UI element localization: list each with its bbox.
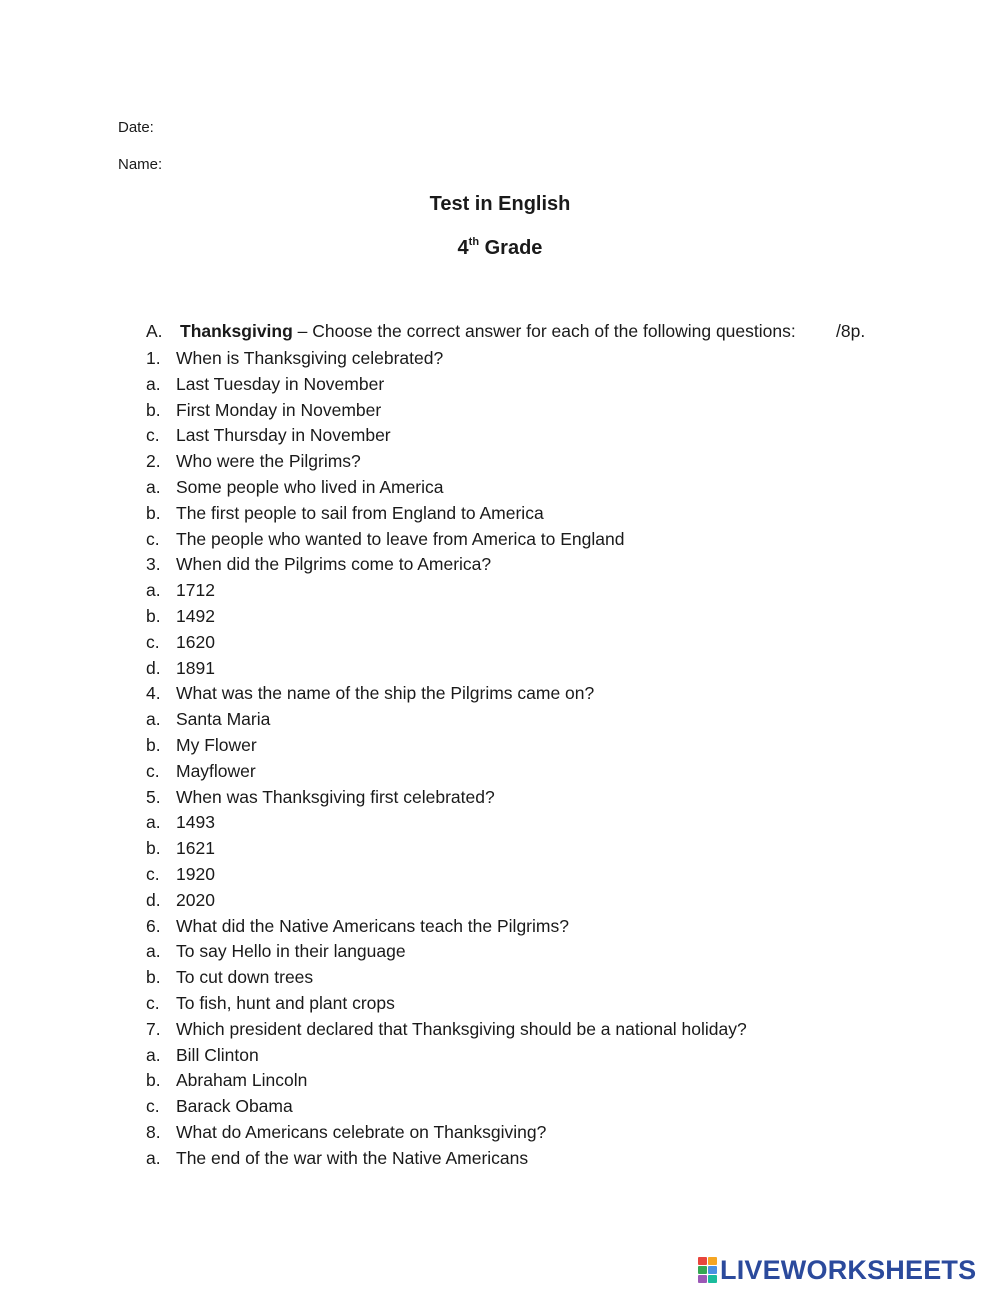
question-item: [146, 785, 886, 811]
answer-option: [146, 939, 886, 965]
item-marker: b.: [146, 967, 161, 988]
grade-suffix: th: [468, 236, 480, 248]
answer-option: [146, 733, 886, 759]
answer-text: 1620: [176, 631, 215, 652]
name-label: Name:: [118, 156, 163, 173]
answer-text: To say Hello in their language: [176, 941, 406, 962]
grade-number: 4: [457, 237, 469, 259]
answer-option: [146, 836, 886, 862]
date-label: Date:: [118, 119, 154, 136]
grade-title: [0, 236, 1000, 260]
item-marker: c.: [146, 760, 160, 781]
answer-option: [146, 372, 886, 398]
question-item: [146, 914, 886, 940]
answer-option: [146, 707, 886, 733]
item-marker: a.: [146, 476, 161, 497]
question-text: When did the Pilgrims come to America?: [176, 554, 492, 575]
answer-option: [146, 759, 886, 785]
item-marker: c.: [146, 631, 160, 652]
logo-text: LIVEWORKSHEETS: [720, 1255, 977, 1285]
answer-text: Santa Maria: [176, 709, 271, 730]
answer-option: [146, 656, 886, 682]
answer-option: [146, 423, 886, 449]
answer-text: Abraham Lincoln: [176, 1070, 308, 1091]
item-marker: c.: [146, 863, 160, 884]
answer-option: [146, 888, 886, 914]
item-marker: a.: [146, 709, 161, 730]
answer-text: 1712: [176, 580, 215, 601]
item-marker: b.: [146, 399, 161, 420]
answer-text: 1621: [176, 838, 215, 859]
item-marker: d.: [146, 657, 161, 678]
answer-option: [146, 501, 886, 527]
answer-option: [146, 1068, 886, 1094]
item-marker: 5.: [146, 786, 161, 807]
test-title: Test in English: [429, 193, 571, 215]
answer-option: [146, 810, 886, 836]
liveworksheets-logo-icon: [698, 1257, 717, 1283]
answer-text: Last Thursday in November: [176, 425, 391, 446]
item-marker: b.: [146, 838, 161, 859]
answer-option: [146, 630, 886, 656]
answer-text: To fish, hunt and plant crops: [176, 992, 395, 1013]
item-marker: 8.: [146, 1121, 161, 1142]
answer-text: The end of the war with the Native Americans: [176, 1147, 529, 1168]
item-marker: c.: [146, 992, 160, 1013]
question-text: What do Americans celebrate on Thanksgiving?: [176, 1121, 547, 1142]
answer-option: [146, 475, 886, 501]
item-marker: c.: [146, 425, 160, 446]
item-marker: 3.: [146, 554, 161, 575]
item-marker: c.: [146, 1096, 160, 1117]
answer-option: [146, 527, 886, 553]
question-text: What did the Native Americans teach the Pilgrims?: [176, 915, 569, 936]
item-marker: a.: [146, 1044, 161, 1065]
item-marker: 7.: [146, 1018, 161, 1039]
item-marker: b.: [146, 1070, 161, 1091]
item-marker: 1.: [146, 348, 161, 368]
answer-text: Barack Obama: [176, 1096, 293, 1117]
answer-text: 2020: [176, 889, 215, 910]
answer-text: First Monday in November: [176, 399, 382, 420]
question-item: [146, 1017, 886, 1043]
grade-word: Grade: [484, 237, 543, 259]
answer-option: [146, 1094, 886, 1120]
question-text: What was the name of the ship the Pilgrims came on?: [176, 683, 595, 704]
liveworksheets-logo: [698, 1257, 976, 1283]
answer-option: [146, 578, 886, 604]
answer-option: [146, 398, 886, 424]
section-marker: A.: [146, 321, 163, 341]
answer-text: Mayflower: [176, 760, 256, 781]
section-instruction: – Choose the correct answer for each of the following questions:: [292, 321, 796, 341]
section-instruction-line: [180, 321, 796, 342]
answer-text: 1891: [176, 657, 215, 678]
question-item: [146, 346, 886, 372]
question-text: Who were the Pilgrims?: [176, 451, 361, 472]
answer-text: Some people who lived in America: [176, 476, 444, 497]
item-marker: a.: [146, 941, 161, 962]
answer-option: [146, 1043, 886, 1069]
answer-text: 1493: [176, 812, 215, 833]
question-text: When was Thanksgiving first celebrated?: [176, 786, 495, 807]
item-marker: 4.: [146, 683, 161, 704]
question-item: [146, 681, 886, 707]
question-text: When is Thanksgiving celebrated?: [176, 348, 444, 368]
item-marker: d.: [146, 889, 161, 910]
item-marker: a.: [146, 812, 161, 833]
item-marker: a.: [146, 1147, 161, 1168]
answer-text: Bill Clinton: [176, 1044, 259, 1065]
item-marker: c.: [146, 528, 160, 549]
question-item: [146, 1120, 886, 1146]
question-item: [146, 449, 886, 475]
question-item: [146, 552, 886, 578]
item-marker: 6.: [146, 915, 161, 936]
answer-text: Last Tuesday in November: [176, 373, 385, 394]
section-points: /8p.: [836, 321, 866, 341]
answer-option: [146, 965, 886, 991]
answer-option: [146, 604, 886, 630]
answer-text: The first people to sail from England to America: [176, 502, 544, 523]
question-list: [146, 346, 886, 1172]
answer-text: The people who wanted to leave from America to England: [176, 528, 625, 549]
answer-option: [146, 1146, 886, 1172]
section-topic: Thanksgiving: [180, 321, 293, 341]
item-marker: b.: [146, 605, 161, 626]
item-marker: a.: [146, 580, 161, 601]
answer-option: [146, 991, 886, 1017]
section-a-header: [146, 321, 876, 345]
answer-option: [146, 862, 886, 888]
answer-text: My Flower: [176, 734, 257, 755]
item-marker: 2.: [146, 451, 161, 472]
answer-text: To cut down trees: [176, 967, 314, 988]
item-marker: b.: [146, 502, 161, 523]
answer-text: 1920: [176, 863, 215, 884]
item-marker: a.: [146, 373, 161, 394]
question-text: Which president declared that Thanksgiving should be a national holiday?: [176, 1018, 747, 1039]
answer-text: 1492: [176, 605, 215, 626]
item-marker: b.: [146, 734, 161, 755]
